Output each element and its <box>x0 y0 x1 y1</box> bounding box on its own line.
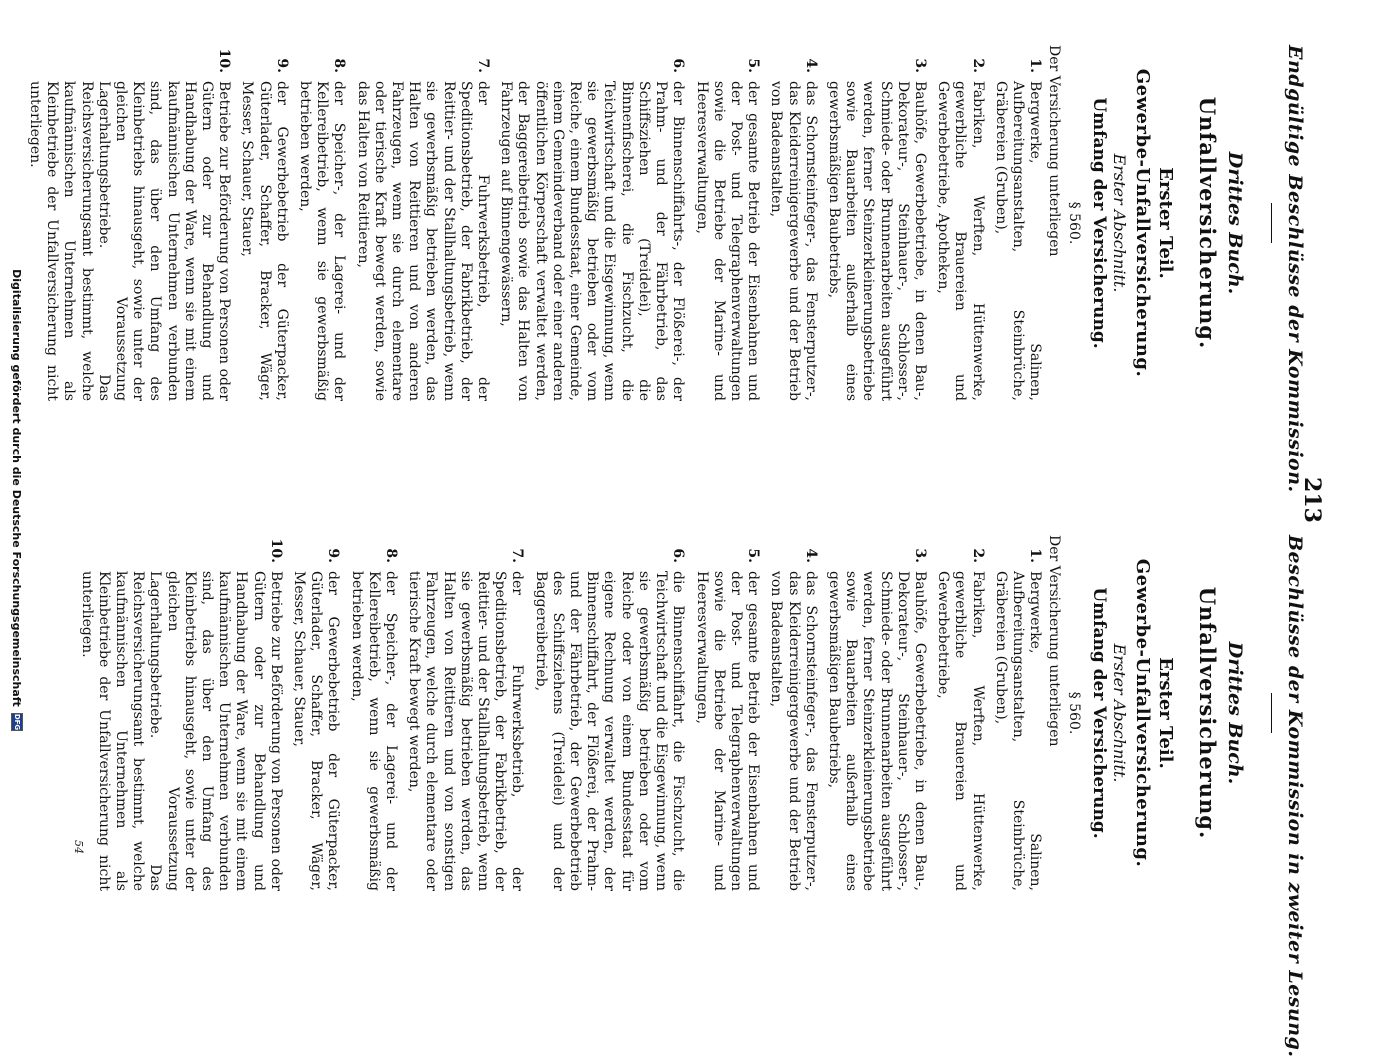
item-text: der gesamte Betrieb der Eisenbahnen und der Post- und Telegraphenverwaltungen sowie die Betriebe der Marine- und Heeresverwaltungen, <box>693 571 762 891</box>
item-number: 3. <box>911 58 928 73</box>
book-title: Unfallversicherung. <box>1194 96 1220 350</box>
item-number: 10. <box>267 538 284 563</box>
item-number: 2. <box>969 548 986 563</box>
right-column-header: Endgültige Beschlüsse der Kommission. <box>1284 45 1306 493</box>
item-number: 5. <box>745 58 762 73</box>
section-title: Umfang der Versicherung. <box>1088 97 1109 349</box>
list-item <box>692 45 761 401</box>
item-text: der Gewerbebetrieb der Güterpacker, Güterlader, Schaffer, Bracker, Wäger, Messer, Schauer, Stauer, <box>291 571 342 891</box>
item-text: der Fuhrwerksbetrieb, der Speditionsbetrieb, der Fabrikbetrieb, der Reittier- und der Stallhaltungsbetrieb, wenn sie gewerbsmäßig betrieben werden, das Halten von Reittieren und von sonstigen Fahrzeugen, welche durch elementare oder tierische Kraft bewegt werden, <box>406 571 526 891</box>
item-text: der Fuhrwerksbetrieb, der Speditionsbetrieb, der Fabrikbetrieb, der Reittier- und der Stallhaltungsbetrieb, wenn sie gewerbsmäßig betrieben werden, das Halten von Reittieren und von anderen Fahrzeugen, wenn sie durch elementare oder tierische Kraft bewegt werden, sowie das Halten von Reittieren, <box>354 81 492 401</box>
item-text: Bergwerke, Salinen, Aufbereitungsanstalten, Steinbrüche, Gräbereien (Gruben), <box>992 571 1044 891</box>
list-item <box>692 535 761 891</box>
header-divider <box>1271 693 1272 733</box>
item-number: 8. <box>331 58 348 73</box>
list-item <box>405 535 525 891</box>
list-item <box>992 535 1044 891</box>
list-item <box>290 535 342 891</box>
right-column <box>20 45 1306 493</box>
item-number: 9. <box>325 548 342 563</box>
list-item <box>238 45 290 401</box>
paragraph-sign: § 560. <box>1065 691 1082 735</box>
section-heading: Erster Abschnitt. <box>1109 643 1129 783</box>
item-text: Fabriken, Werften, Hüttenwerke, gewerbliche Brauereien und Gewerbebetriebe, Apotheken, <box>935 81 986 401</box>
item-list <box>77 535 1043 891</box>
list-item <box>77 535 283 891</box>
list-item <box>825 45 928 401</box>
list-item <box>347 535 399 891</box>
part-title: Gewerbe-Unfallversicherung. <box>1132 558 1154 868</box>
item-number: 1. <box>1027 548 1044 563</box>
list-item <box>934 45 986 401</box>
item-number: 7. <box>509 548 526 563</box>
item-number: 2. <box>969 58 986 73</box>
part-heading: Erster Teil. <box>1155 167 1177 279</box>
list-item <box>934 535 986 891</box>
item-number: 6. <box>670 548 687 563</box>
section-title: Umfang der Versicherung. <box>1088 587 1109 839</box>
item-text: der Speicher-, der Lagerei- und der Kellereibetrieb, wenn sie gewerbsmäßig betrieben werden, <box>297 81 348 401</box>
list-item <box>992 45 1044 401</box>
item-text: Betriebe zur Beförderung von Personen oder Gütern oder zur Behandlung und Handhabung der Ware, wenn sie mit einem kaufmännischen Unternehmen verbunden sind, das über den Umfang des Kleinbetriebs hinausgeht, sowie unter der gleichen Voraussetzung Lagerhaltungsbetriebe. Das Reichsversicherungsamt bestimmt, welche kaufmännischen Unternehmen als Kleinbetriebe der Unfallversicherung nicht unterliegen. <box>78 571 284 891</box>
item-text: Fabriken, Werften, Hüttenwerke, gewerbliche Brauereien und Gewerbebetriebe, <box>935 571 986 891</box>
list-item <box>825 535 928 891</box>
item-text: das Schornsteinfeger-, das Fensterputzer-, das Kleiderreinigergewerbe und der Betrieb von Badeanstalten, <box>768 81 819 401</box>
intro-sentence: Der Versicherung unterliegen <box>1046 45 1063 257</box>
item-text: das Schornsteinfeger-, das Fensterputzer-, das Kleiderreinigergewerbe und der Betrieb von Badeanstalten, <box>768 571 819 891</box>
item-text: Bauhöfe, Gewerbebetriebe, in denen Bau-, Dekorateur-, Steinhauer-, Schlosser-, Schmiede- oder Brunnenarbeiten ausgeführt werden, ferner Steinzerkleinerungsbetriebe sowie Bauarbeiten außerhalb eines gewerbsmäßigen Baubetriebs, <box>825 571 928 891</box>
item-number: 5. <box>745 548 762 563</box>
list-item <box>26 45 232 401</box>
item-number: 4. <box>802 58 819 73</box>
item-number: 4. <box>802 548 819 563</box>
left-column <box>71 535 1306 1058</box>
item-text: der gesamte Betrieb der Eisenbahnen und der Post- und Telegraphenverwaltungen sowie die Betriebe der Marine- und Heeresverwaltungen, <box>693 81 762 401</box>
item-number: 8. <box>383 548 400 563</box>
list-item <box>497 45 686 401</box>
item-number: 1. <box>1027 58 1044 73</box>
part-title: Gewerbe-Unfallversicherung. <box>1132 68 1154 378</box>
item-text: Bauhöfe, Gewerbebetriebe, in denen Bau-, Dekorateur-, Steinhauer-, Schlosser-, Schmiede- oder Brunnenarbeiten ausgeführt werden, ferner Steinzerkleinerungsbetriebe sowie Bauarbeiten außerhalb eines gewerbsmäßigen Baubetriebs, <box>825 81 928 401</box>
item-text: der Speicher-, der Lagerei- und der Kellereibetrieb, wenn sie gewerbsmäßig betrieben werden, <box>348 571 400 891</box>
footer-signature-mark: 54 <box>72 840 85 854</box>
part-heading: Erster Teil. <box>1155 657 1177 769</box>
left-column-header: Beschlüsse der Kommission in zweiter Lesung. <box>1284 535 1306 1058</box>
list-item <box>353 45 491 401</box>
item-text: der Binnenschiffahrts-, der Flößerei-, der Prahm- und der Fährbetrieb, das Schiffsziehen (Treidelei), die Binnenfischerei, die Fischzucht, die Teichwirtschaft und die Eisgewinnung, wenn sie gewerbsmäßig betrieben oder vom Reiche, einem Bundesstaat, einer Gemeinde, einem Gemeindeverband oder einer anderen öffentlichen Körperschaft verwaltet werden, der Baggereibetrieb sowie das Halten von Fahrzeugen auf Binnengewässern, <box>498 81 687 401</box>
item-text: der Gewerbebetrieb der Güterpacker, Güterlader, Schaffer, Bracker, Wäger, Messer, Schauer, Stauer, <box>239 81 290 401</box>
item-list <box>26 45 1043 401</box>
list-item <box>767 45 819 401</box>
section-heading: Erster Abschnitt. <box>1109 153 1129 293</box>
list-item <box>531 535 686 891</box>
item-text: die Binnenschiffahrt, die Fischzucht, die Teichwirtschaft und die Eisgewinnung, wenn sie gewerbsmäßig betrieben oder vom Reiche oder von einem Bundesstaat für eigene Rechnung verwaltet werden, der Binnenschiffahrt, der Flößerei, der Prahm- und der Fährbetrieb, der Gewerbebetrieb des Schiffsziehens (Treidelei) und der Baggereibetrieb, <box>532 571 687 891</box>
item-number: 10. <box>216 48 233 73</box>
item-number: 3. <box>911 548 928 563</box>
paragraph-sign: § 560. <box>1065 201 1082 245</box>
book-title: Unfallversicherung. <box>1194 586 1220 840</box>
item-number: 6. <box>670 58 687 73</box>
list-item <box>296 45 348 401</box>
item-text: Bergwerke, Salinen, Aufbereitungsanstalten, Steinbrüche, Gräbereien (Gruben), <box>992 81 1044 401</box>
header-divider <box>1271 203 1272 243</box>
item-number: 7. <box>475 58 492 73</box>
book-heading: Drittes Buch. <box>1223 151 1246 295</box>
item-number: 9. <box>273 58 290 73</box>
page-number: 213 <box>1299 477 1325 523</box>
digitization-credit <box>4 0 30 1000</box>
list-item <box>767 535 819 891</box>
dfg-logo-icon: DFG <box>13 713 21 731</box>
intro-sentence: Der Versicherung unterliegen <box>1046 535 1063 747</box>
book-heading: Drittes Buch. <box>1223 641 1246 785</box>
digitization-credit-text: Digitalisierung gefördert durch die Deutsche Forschungsgemeinschaft <box>10 269 24 707</box>
item-text: Betriebe zur Beförderung von Personen oder Gütern oder zur Behandlung und Handhabung der Ware, wenn sie mit einem kaufmännischen Unternehmen verbunden sind, das über den Umfang des Kleinbetriebs hinausgeht, sowie unter der gleichen Voraussetzung Lagerhaltungsbetriebe. Das Reichsversicherungsamt bestimmt, welche kaufmännischen Unternehmen als Kleinbetriebe der Unfallversicherung nicht unterliegen. <box>27 81 233 401</box>
